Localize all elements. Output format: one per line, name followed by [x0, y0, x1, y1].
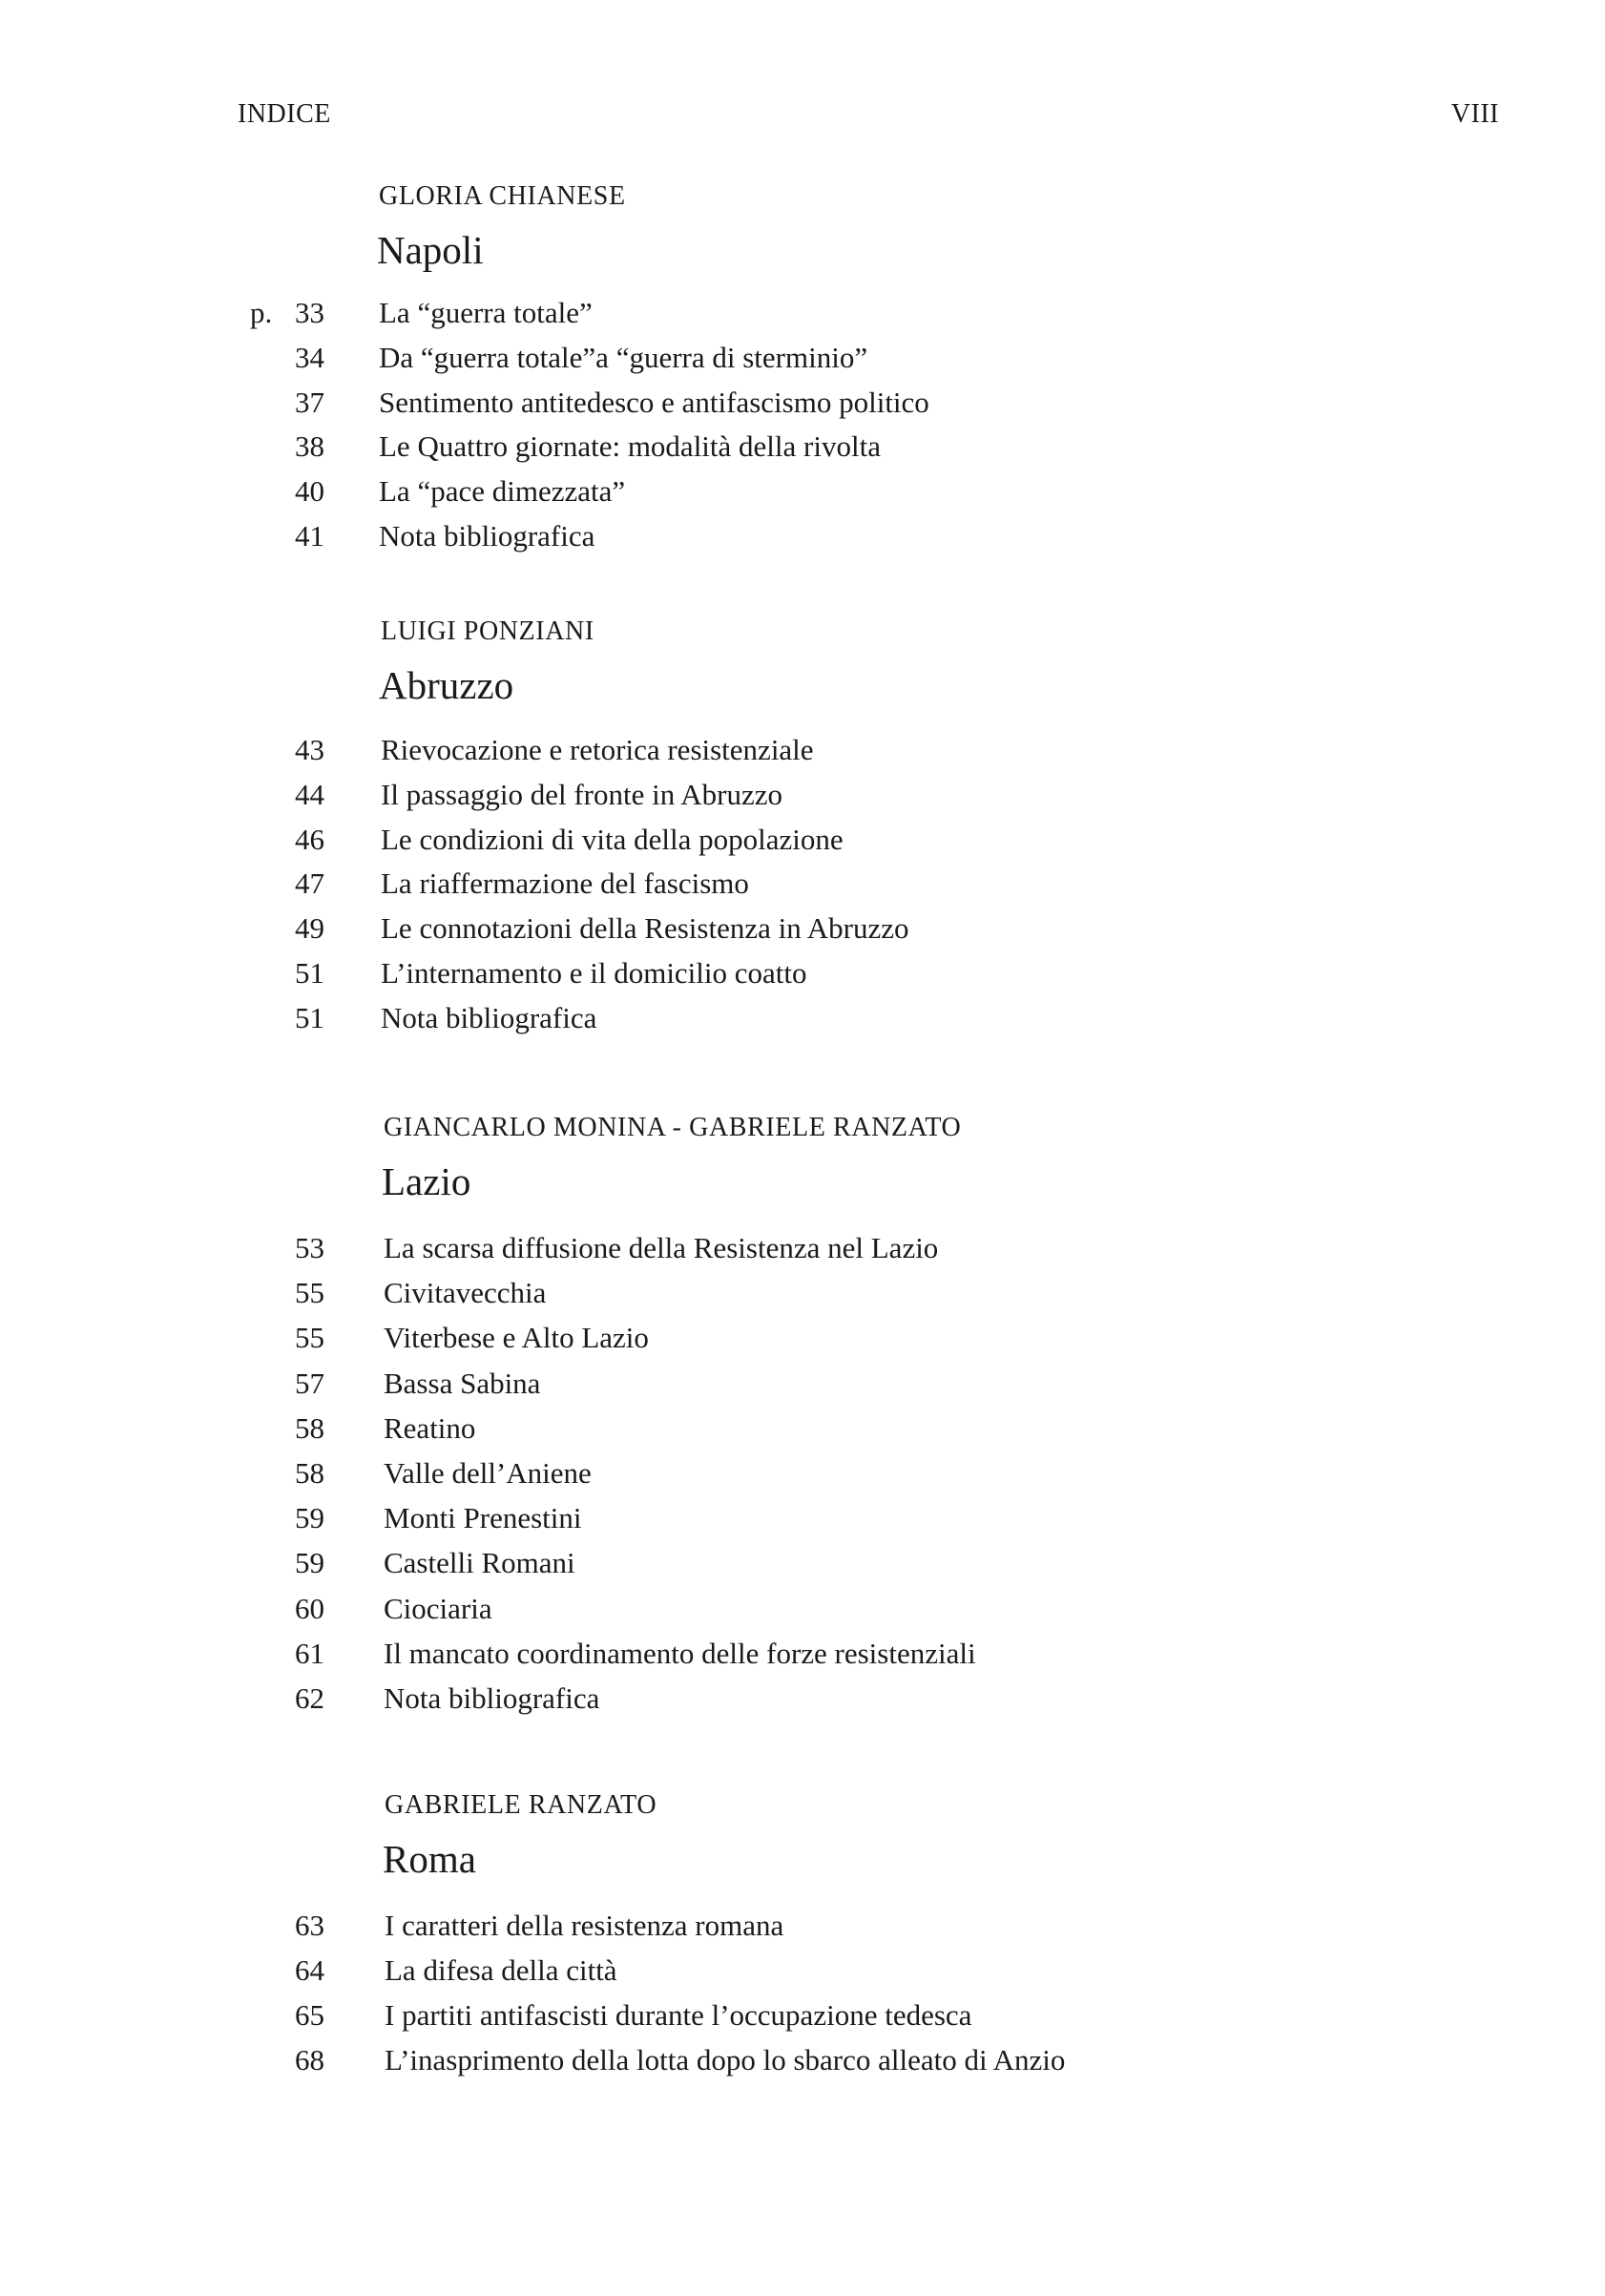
section-region-title: Roma [383, 1837, 476, 1881]
entry-page-number: 37 [295, 386, 324, 419]
page-prefix: p. [250, 296, 273, 329]
toc-entry [0, 1456, 1605, 1494]
entry-title: Il mancato coordinamento delle forze resistenziali [384, 1637, 976, 1670]
entry-page-number: 43 [295, 733, 324, 766]
toc-entry [0, 386, 1605, 424]
entry-page-number: 41 [295, 519, 324, 553]
entry-title: I caratteri della resistenza romana [385, 1909, 784, 1942]
entry-page-number: 51 [295, 1001, 324, 1034]
entry-page-number: 44 [295, 778, 324, 811]
toc-entry [0, 474, 1605, 512]
entry-title: La “guerra totale” [379, 296, 593, 329]
entry-page-number: 47 [295, 866, 324, 900]
entry-page-number: 33 [295, 296, 324, 329]
toc-entry [0, 1998, 1605, 2036]
entry-title: Valle dell’Aniene [384, 1456, 592, 1490]
entry-page-number: 60 [295, 1592, 324, 1625]
entry-page-number: 58 [295, 1411, 324, 1445]
entry-page-number: 65 [295, 1998, 324, 2032]
entry-title: Ciociaria [384, 1592, 492, 1625]
section-region-title: Abruzzo [379, 663, 514, 707]
section-author: GABRIELE RANZATO [385, 1790, 657, 1820]
entry-page-number: 57 [295, 1367, 324, 1400]
toc-entry [0, 2043, 1605, 2081]
entry-page-number: 64 [295, 1953, 324, 1987]
entry-title: I partiti antifascisti durante l’occupazione tedesca [385, 1998, 972, 2032]
entry-page-number: 49 [295, 911, 324, 945]
entry-title: Bassa Sabina [384, 1367, 541, 1400]
entry-title: La scarsa diffusione della Resistenza nel Lazio [384, 1231, 939, 1264]
entry-title: L’internamento e il domicilio coatto [381, 956, 807, 990]
entry-title: Rievocazione e retorica resistenziale [381, 733, 814, 766]
toc-entry [0, 341, 1605, 379]
entry-title: Nota bibliografica [381, 1001, 597, 1034]
entry-title: Le Quattro giornate: modalità della rivolta [379, 429, 881, 463]
section-author: GIANCARLO MONINA - GABRIELE RANZATO [384, 1113, 962, 1142]
toc-entry [0, 866, 1605, 905]
toc-entry [0, 1953, 1605, 1992]
toc-entry [0, 1367, 1605, 1405]
section-region-title: Napoli [377, 228, 484, 272]
toc-entry [0, 296, 1605, 334]
toc-entry [0, 519, 1605, 557]
entry-page-number: 40 [295, 474, 324, 508]
toc-entry [0, 911, 1605, 950]
entry-title: Nota bibliografica [384, 1681, 600, 1715]
entry-title: Le connotazioni della Resistenza in Abruzzo [381, 911, 909, 945]
entry-title: Reatino [384, 1411, 476, 1445]
entry-page-number: 68 [295, 2043, 324, 2077]
toc-entry [0, 956, 1605, 994]
toc-entry [0, 778, 1605, 816]
entry-page-number: 55 [295, 1276, 324, 1309]
entry-title: La “pace dimezzata” [379, 474, 626, 508]
entry-title: Sentimento antitedesco e antifascismo politico [379, 386, 929, 419]
entry-title: Le condizioni di vita della popolazione [381, 823, 844, 856]
running-head-right: VIII [1450, 99, 1499, 129]
entry-title: Civitavecchia [384, 1276, 547, 1309]
entry-title: Viterbese e Alto Lazio [384, 1321, 649, 1354]
toc-entry [0, 1909, 1605, 1947]
toc-entry [0, 823, 1605, 861]
entry-page-number: 62 [295, 1681, 324, 1715]
entry-title: Il passaggio del fronte in Abruzzo [381, 778, 782, 811]
entry-page-number: 58 [295, 1456, 324, 1490]
entry-page-number: 46 [295, 823, 324, 856]
entry-page-number: 53 [295, 1231, 324, 1264]
entry-page-number: 55 [295, 1321, 324, 1354]
toc-entry [0, 1001, 1605, 1039]
toc-entry [0, 1321, 1605, 1359]
toc-entry [0, 1411, 1605, 1450]
entry-page-number: 51 [295, 956, 324, 990]
entry-title: Castelli Romani [384, 1546, 575, 1579]
toc-entry [0, 1546, 1605, 1584]
entry-page-number: 61 [295, 1637, 324, 1670]
section-author: GLORIA CHIANESE [379, 181, 626, 211]
entry-page-number: 34 [295, 341, 324, 374]
toc-entry [0, 1637, 1605, 1675]
toc-entry [0, 733, 1605, 771]
entry-page-number: 38 [295, 429, 324, 463]
entry-title: Nota bibliografica [379, 519, 595, 553]
entry-title: Monti Prenestini [384, 1501, 582, 1534]
toc-entry [0, 429, 1605, 468]
running-head-left: INDICE [238, 99, 331, 129]
toc-entry [0, 1592, 1605, 1630]
section-region-title: Lazio [382, 1159, 471, 1203]
toc-entry [0, 1231, 1605, 1269]
entry-page-number: 59 [295, 1546, 324, 1579]
entry-page-number: 59 [295, 1501, 324, 1534]
toc-entry [0, 1681, 1605, 1720]
toc-entry [0, 1501, 1605, 1539]
toc-entry [0, 1276, 1605, 1314]
entry-title: La riaffermazione del fascismo [381, 866, 749, 900]
entry-title: La difesa della città [385, 1953, 617, 1987]
entry-title: Da “guerra totale”a “guerra di sterminio” [379, 341, 868, 374]
entry-title: L’inasprimento della lotta dopo lo sbarco alleato di Anzio [385, 2043, 1066, 2077]
section-author: LUIGI PONZIANI [381, 616, 594, 646]
entry-page-number: 63 [295, 1909, 324, 1942]
